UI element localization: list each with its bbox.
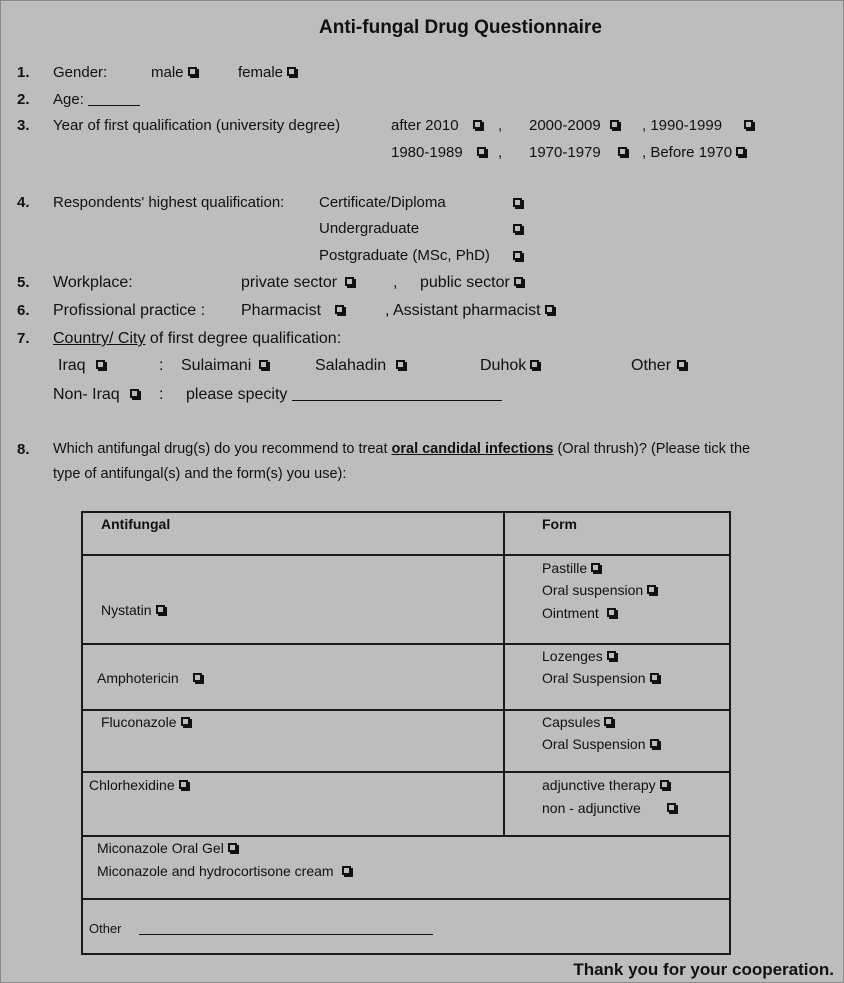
specify-input[interactable]: [292, 400, 502, 401]
q3-option-1970-1979: [529, 144, 627, 161]
separator: ,: [498, 144, 503, 161]
assistant-pharmacist-checkbox[interactable]: [545, 305, 554, 314]
pharmacist-checkbox[interactable]: [335, 305, 344, 314]
fluconazole-checkbox[interactable]: [181, 717, 190, 726]
q4-number: 4.: [17, 194, 30, 211]
capsules-checkbox[interactable]: [604, 717, 613, 726]
drug-label: Miconazole Oral Gel: [97, 840, 224, 856]
drug-label: Amphotericin: [97, 670, 179, 686]
q7-option-iraq: [58, 357, 105, 375]
lozenges-checkbox[interactable]: [607, 651, 616, 660]
chlorhexidine-checkbox[interactable]: [179, 780, 188, 789]
specify-label: please specity: [186, 386, 288, 403]
q3-label: Year of first qualification (university degree): [53, 117, 341, 134]
1980-1989-checkbox[interactable]: [477, 147, 486, 156]
q3-option-1980-1989: [391, 144, 486, 161]
amphotericin-checkbox[interactable]: [193, 673, 202, 682]
form-label: adjunctive therapy: [542, 777, 656, 793]
other-city-checkbox[interactable]: [677, 360, 686, 369]
q4-option-undergraduate: Undergraduate: [319, 220, 420, 237]
form-ointment: [542, 605, 616, 621]
before-1970-checkbox[interactable]: [736, 147, 745, 156]
certificate-checkbox[interactable]: [513, 198, 522, 207]
q1-number: 1.: [17, 64, 30, 81]
pastille-checkbox[interactable]: [591, 563, 600, 572]
colon: :: [159, 357, 164, 374]
drug-label: Chlorhexidine: [89, 777, 175, 793]
fluconazole-oral-suspension-checkbox[interactable]: [650, 739, 659, 748]
option-label: , 1990-1999: [642, 117, 723, 134]
option-label: Duhok: [480, 357, 527, 374]
duhok-checkbox[interactable]: [530, 360, 539, 369]
option-label: Salahadin: [315, 357, 387, 374]
option-label: public sector: [420, 274, 510, 291]
form-oral-suspension: [542, 582, 656, 598]
form-oral-suspension: [542, 736, 659, 752]
male-checkbox[interactable]: [188, 67, 197, 76]
form-label: Pastille: [542, 560, 588, 576]
form-label: Ointment: [542, 605, 599, 621]
salahadin-checkbox[interactable]: [396, 360, 405, 369]
form-non-adjunctive: [542, 800, 676, 816]
drug-nystatin: [101, 602, 165, 618]
table-header-form: Form: [542, 516, 577, 532]
q8-text-b: (Oral thrush)? (Please tick the: [553, 441, 751, 457]
separator: ,: [393, 274, 398, 291]
q5-option-public: [420, 274, 523, 292]
table-header-antifungal: Antifungal: [101, 516, 171, 532]
female-checkbox[interactable]: [287, 67, 296, 76]
q7-option-other: [631, 357, 686, 375]
option-label: Sulaimani: [181, 357, 252, 374]
table-other: [89, 921, 433, 936]
option-label: Non- Iraq: [53, 386, 120, 403]
table-rule: [81, 771, 731, 773]
undergraduate-checkbox[interactable]: [513, 224, 522, 233]
table-rule: [81, 554, 731, 556]
postgraduate-checkbox[interactable]: [513, 251, 522, 260]
miconazole-oral-gel-checkbox[interactable]: [228, 843, 237, 852]
q6-option-pharmacist: [241, 302, 344, 320]
form-label: Oral Suspension: [542, 736, 646, 752]
form-label: Oral suspension: [542, 582, 644, 598]
table-rule: [81, 643, 731, 645]
q5-label: Workplace:: [53, 274, 133, 291]
adjunctive-therapy-checkbox[interactable]: [660, 780, 669, 789]
non-adjunctive-checkbox[interactable]: [667, 803, 676, 812]
page-title: Anti-fungal Drug Questionnaire: [319, 17, 602, 38]
q7-option-duhok: [480, 357, 539, 375]
q8-text-underlined: oral candidal infections: [391, 441, 554, 457]
q7-label-rest: of first degree qualification:: [145, 330, 342, 347]
q8-number: 8.: [17, 441, 30, 458]
q8-text-a: Which antifungal drug(s) do you recommend to treat: [53, 441, 392, 457]
option-label: Other: [631, 357, 672, 374]
1990-1999-checkbox[interactable]: [744, 120, 753, 129]
form-label: Oral Suspension: [542, 670, 646, 686]
form-lozenges: [542, 648, 616, 664]
form-label: Lozenges: [542, 648, 603, 664]
option-label: , Before 1970: [642, 144, 733, 161]
option-label: private sector: [241, 274, 338, 291]
colon: :: [159, 386, 164, 403]
drug-label: Nystatin: [101, 602, 152, 618]
q3-option-after-2010: [391, 117, 482, 134]
nystatin-checkbox[interactable]: [156, 605, 165, 614]
other-label: Other: [89, 921, 122, 936]
option-label: Iraq: [58, 357, 86, 374]
q4-option-certificate: Certificate/Diploma: [319, 194, 446, 211]
option-label: after 2010: [391, 117, 459, 134]
q4-label: Respondents' highest qualification:: [53, 194, 285, 211]
2000-2009-checkbox[interactable]: [610, 120, 619, 129]
q7-specify: [186, 386, 502, 404]
drug-miconazole-oral-gel: [97, 840, 237, 856]
age-input[interactable]: [88, 105, 140, 106]
q5-number: 5.: [17, 274, 30, 291]
q7-label: [53, 330, 341, 348]
thank-you-footer: Thank you for your cooperation.: [573, 960, 834, 979]
drug-label: Fluconazole: [101, 714, 177, 730]
other-input[interactable]: [139, 934, 433, 935]
form-pastille: [542, 560, 600, 576]
nystatin-oral-suspension-checkbox[interactable]: [647, 585, 656, 594]
q1-option-male: [151, 64, 197, 81]
option-label: 1970-1979: [529, 144, 601, 161]
option-label: male: [151, 64, 184, 81]
option-label: female: [238, 64, 284, 81]
q2-label: [53, 91, 140, 108]
option-label: 1980-1989: [391, 144, 463, 161]
q6-option-assistant: [385, 302, 554, 320]
drug-miconazole-hydrocortisone: [97, 863, 351, 879]
q6-number: 6.: [17, 302, 30, 319]
table-rule: [81, 835, 731, 837]
form-capsules: [542, 714, 613, 730]
public-sector-checkbox[interactable]: [514, 277, 523, 286]
q8-line-1: [53, 441, 750, 457]
q3-number: 3.: [17, 117, 30, 134]
q5-option-private: [241, 274, 354, 292]
option-label: , Assistant pharmacist: [385, 302, 541, 319]
q3-option-1990-1999: [642, 117, 753, 134]
form-label: Capsules: [542, 714, 601, 730]
form-label: non - adjunctive: [542, 800, 641, 816]
drug-chlorhexidine: [89, 777, 188, 793]
q7-number: 7.: [17, 330, 30, 347]
miconazole-hydrocortisone-checkbox[interactable]: [342, 866, 351, 875]
iraq-checkbox[interactable]: [96, 360, 105, 369]
option-label: Pharmacist: [241, 302, 322, 319]
private-sector-checkbox[interactable]: [345, 277, 354, 286]
option-label: 2000-2009: [529, 117, 601, 134]
q7-label-underlined: Country/ City: [53, 330, 146, 347]
q8-line-2: type of antifungal(s) and the form(s) you use):: [53, 466, 347, 482]
q7-option-sulaimani: [181, 357, 268, 375]
table-rule: [81, 898, 731, 900]
q4-option-postgraduate: Postgraduate (MSc, PhD): [319, 247, 490, 264]
form-oral-suspension: [542, 670, 659, 686]
table-rule: [81, 709, 731, 711]
q2-number: 2.: [17, 91, 30, 108]
q7-option-non-iraq: [53, 386, 139, 404]
q3-option-before-1970: [642, 144, 745, 161]
form-adjunctive-therapy: [542, 777, 669, 793]
q7-option-salahadin: [315, 357, 405, 375]
sulaimani-checkbox[interactable]: [259, 360, 268, 369]
amphotericin-oral-suspension-checkbox[interactable]: [650, 673, 659, 682]
1970-1979-checkbox[interactable]: [618, 147, 627, 156]
after-2010-checkbox[interactable]: [473, 120, 482, 129]
q1-label: Gender:: [53, 64, 108, 81]
drug-fluconazole: [101, 714, 190, 730]
age-label: Age:: [53, 91, 84, 108]
ointment-checkbox[interactable]: [607, 608, 616, 617]
q3-option-2000-2009: [529, 117, 619, 134]
q1-option-female: [238, 64, 296, 81]
drug-label: Miconazole and hydrocortisone cream: [97, 863, 334, 879]
separator: ,: [498, 117, 503, 134]
q6-label: Profissional practice :: [53, 302, 206, 319]
antifungal-table: [81, 511, 731, 955]
non-iraq-checkbox[interactable]: [130, 389, 139, 398]
drug-amphotericin: [97, 670, 202, 686]
table-divider: [503, 511, 505, 836]
